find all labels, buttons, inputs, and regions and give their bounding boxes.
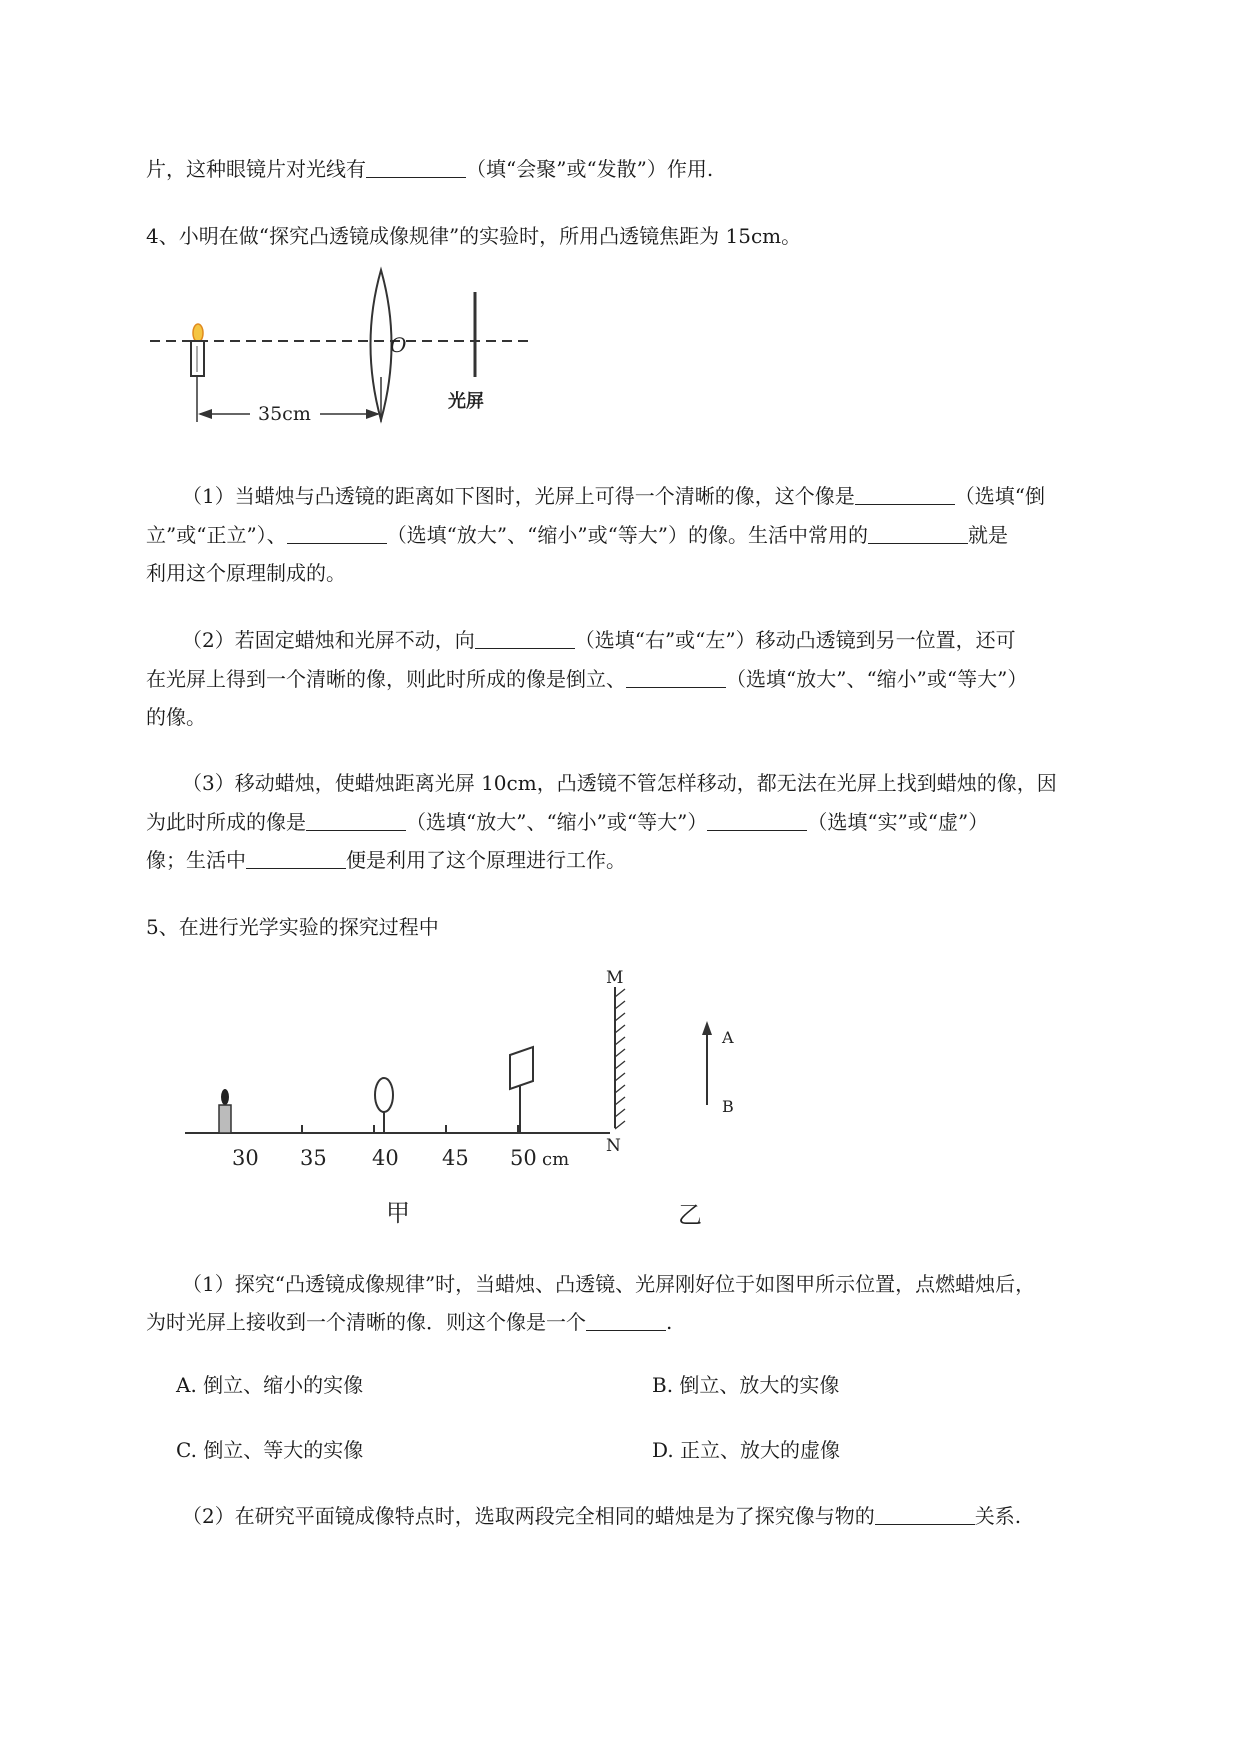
text: （1）当蜡烛与凸透镜的距离如下图时，光屏上可得一个清晰的像，这个像是 bbox=[182, 484, 855, 508]
answer-blank[interactable] bbox=[246, 848, 346, 869]
q4-figure bbox=[140, 262, 540, 437]
text: （选填“放大”、“缩小”或“等大”） bbox=[406, 810, 708, 834]
text: 为时光屏上接收到一个清晰的像．则这个像是一个 bbox=[146, 1310, 586, 1334]
q5-figure bbox=[170, 965, 770, 1235]
q4-p1-line1 bbox=[182, 484, 1045, 508]
option-a[interactable] bbox=[176, 1373, 363, 1397]
tick-label: 30 bbox=[232, 1146, 259, 1170]
text: 像；生活中 bbox=[146, 848, 246, 872]
option-key: C. bbox=[176, 1438, 197, 1462]
answer-blank[interactable] bbox=[586, 1310, 666, 1331]
unit-label: cm bbox=[542, 1149, 570, 1170]
q5-p1-line2 bbox=[146, 1310, 672, 1334]
q3-tail-post: （填“会聚”或“发散”）作用. bbox=[466, 157, 714, 181]
tick-label: 50 bbox=[510, 1146, 537, 1170]
answer-blank[interactable] bbox=[475, 628, 575, 649]
candle-icon bbox=[191, 324, 204, 376]
text: （选填“实”或“虚”） bbox=[807, 810, 989, 834]
q4-p1-line3: 利用这个原理制成的。 bbox=[146, 561, 346, 585]
answer-blank[interactable] bbox=[306, 810, 406, 831]
caption-left: 甲 bbox=[386, 1199, 410, 1227]
screen-label: 光屏 bbox=[448, 391, 484, 412]
text: （2）在研究平面镜成像特点时，选取两段完全相同的蜡烛是为了探究像与物的 bbox=[182, 1504, 875, 1528]
q3-tail-pre: 片，这种眼镜片对光线有 bbox=[146, 157, 366, 181]
text: （选填“放大”、“缩小”或“等大”）的像。生活中常用的 bbox=[386, 523, 869, 547]
text: （选填“右”或“左”）移动凸透镜到另一位置，还可 bbox=[574, 628, 1016, 652]
text: 在光屏上得到一个清晰的像，则此时所成的像是倒立、 bbox=[146, 667, 626, 691]
option-text: 倒立、放大的实像 bbox=[679, 1373, 840, 1397]
text: （选填“放大”、“缩小”或“等大”） bbox=[726, 667, 1028, 691]
option-text: 倒立、缩小的实像 bbox=[203, 1373, 364, 1397]
text: . bbox=[666, 1310, 673, 1334]
option-key: A. bbox=[176, 1373, 197, 1397]
text: 便是利用了这个原理进行工作。 bbox=[346, 848, 626, 872]
q4-p2-line1 bbox=[182, 628, 1016, 652]
answer-blank[interactable] bbox=[875, 1504, 975, 1525]
q4-p3-line2 bbox=[146, 810, 988, 834]
answer-blank[interactable] bbox=[366, 157, 466, 178]
option-b[interactable] bbox=[652, 1373, 839, 1397]
q5-stem: 5、在进行光学实验的探究过程中 bbox=[146, 915, 439, 939]
q4-p2-line3: 的像。 bbox=[146, 705, 206, 729]
answer-blank[interactable] bbox=[707, 810, 807, 831]
candle-icon bbox=[219, 1089, 231, 1133]
mirror-bottom-label: N bbox=[606, 1136, 621, 1156]
text: （选填“倒 bbox=[954, 484, 1045, 508]
distance-label: 35cm bbox=[258, 403, 311, 425]
text: 立”或“正立”）、 bbox=[146, 523, 287, 547]
answer-blank[interactable] bbox=[287, 523, 387, 544]
option-d[interactable] bbox=[652, 1438, 840, 1462]
light-screen-icon bbox=[510, 1047, 533, 1133]
option-c[interactable] bbox=[176, 1438, 363, 1462]
mirror-top-label: M bbox=[606, 968, 624, 988]
arrow-bottom-label: B bbox=[722, 1097, 734, 1116]
q4-stem: 4、小明在做“探究凸透镜成像规律”的实验时，所用凸透镜焦距为 15cm。 bbox=[146, 224, 802, 248]
q4-p3-line1: （3）移动蜡烛，使蜡烛距离光屏 10cm，凸透镜不管怎样移动，都无法在光屏上找到蜡烛的像，因 bbox=[182, 771, 1057, 795]
option-text: 正立、放大的虚像 bbox=[680, 1438, 841, 1462]
answer-blank[interactable] bbox=[868, 523, 968, 544]
text: 为此时所成的像是 bbox=[146, 810, 306, 834]
plane-mirror-icon bbox=[615, 987, 625, 1129]
text: 就是 bbox=[968, 523, 1009, 547]
q4-p2-line2 bbox=[146, 667, 1027, 691]
answer-blank[interactable] bbox=[855, 484, 955, 505]
answer-blank[interactable] bbox=[626, 667, 726, 688]
q3-tail-line bbox=[146, 157, 713, 181]
q5-p2-line bbox=[182, 1504, 1021, 1528]
q5-p1-line1: （1）探究“凸透镜成像规律”时，当蜡烛、凸透镜、光屏刚好位于如图甲所示位置，点燃蜡烛后， bbox=[182, 1272, 1036, 1296]
text: （2）若固定蜡烛和光屏不动，向 bbox=[182, 628, 475, 652]
option-key: B. bbox=[652, 1373, 674, 1397]
option-text: 倒立、等大的实像 bbox=[203, 1438, 364, 1462]
tick-label: 35 bbox=[300, 1146, 327, 1170]
text: 关系. bbox=[974, 1504, 1022, 1528]
arrow-top-label: A bbox=[722, 1028, 734, 1047]
tick-label: 40 bbox=[372, 1146, 399, 1170]
tick-label: 45 bbox=[442, 1146, 469, 1170]
convex-lens-icon bbox=[375, 1078, 393, 1133]
option-key: D. bbox=[652, 1438, 674, 1462]
caption-right: 乙 bbox=[678, 1201, 702, 1229]
q4-p1-line2 bbox=[146, 523, 1008, 547]
q4-p3-line3 bbox=[146, 848, 626, 872]
lens-center-label: O bbox=[390, 333, 407, 357]
